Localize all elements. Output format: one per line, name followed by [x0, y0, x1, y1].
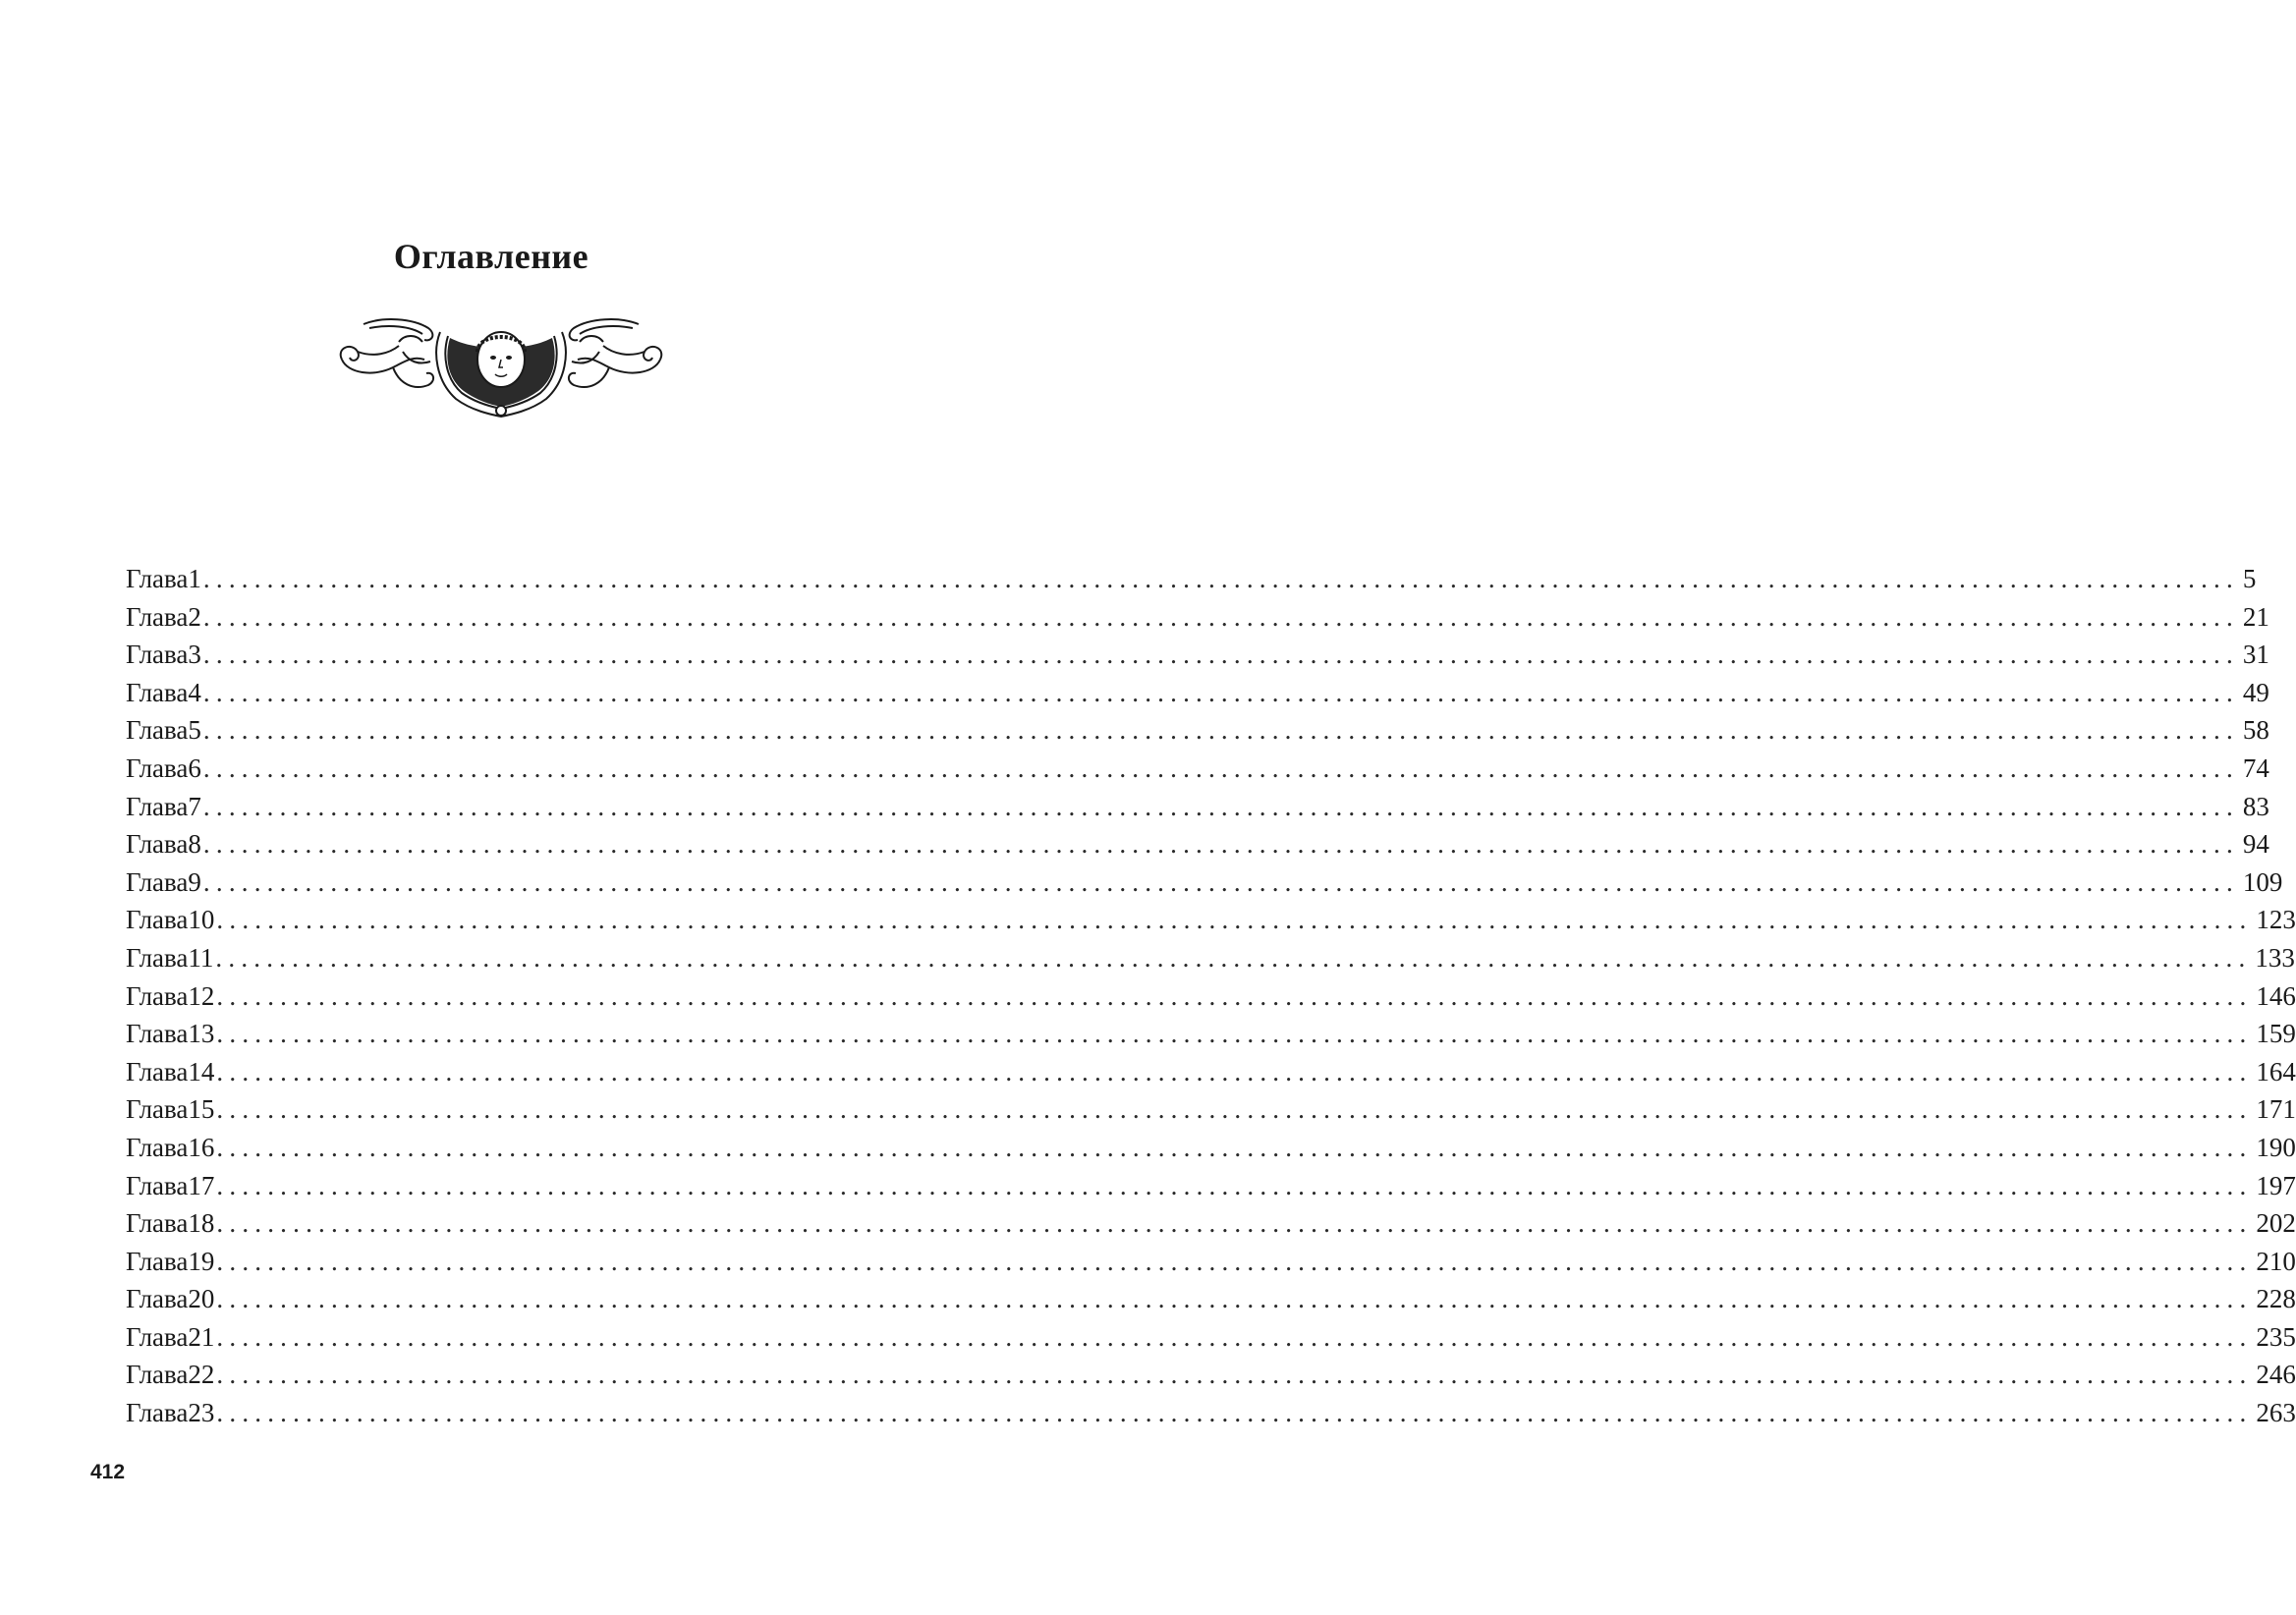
dot-leader: ................................................................................................................................................................ [216, 1094, 2253, 1125]
toc-entry[interactable] [126, 1321, 2296, 1361]
dot-leader: ................................................................................................................................................................ [216, 1246, 2253, 1276]
dot-leader: ................................................................................................................................................................ [202, 677, 2239, 707]
chapter-page-number: 228 [2256, 1284, 2296, 1314]
chapter-number: 22 [188, 1360, 215, 1390]
chapter-page-number: 171 [2256, 1094, 2296, 1125]
toc-entry[interactable] [126, 1019, 2296, 1057]
chapter-page-number: 109 [2242, 866, 2283, 897]
toc-entry[interactable] [126, 1132, 2296, 1171]
toc-entry[interactable] [126, 677, 2269, 716]
chapter-page-number: 197 [2256, 1170, 2296, 1200]
dot-leader: ................................................................................................................................................................ [216, 1208, 2253, 1239]
toc-entry[interactable] [126, 1246, 2296, 1285]
chapter-label: Глава [126, 1360, 189, 1390]
toc-entry[interactable] [126, 564, 2257, 602]
chapter-number: 14 [188, 1056, 215, 1086]
toc-entry[interactable] [126, 866, 2283, 906]
chapter-label: Глава [126, 1170, 189, 1200]
toc-entry[interactable] [126, 942, 2295, 981]
dot-leader: ................................................................................................................................................................ [215, 942, 2252, 973]
chapter-page-number: 190 [2256, 1132, 2296, 1162]
chapter-number: 13 [188, 1019, 215, 1049]
chapter-label: Глава [126, 791, 189, 821]
dot-leader: ................................................................................................................................................................ [202, 866, 2239, 897]
chapter-page-number: 21 [2242, 601, 2269, 632]
chapter-number: 19 [188, 1246, 215, 1276]
chapter-label: Глава [126, 905, 189, 935]
chapter-page-number: 246 [2256, 1360, 2296, 1390]
dot-leader: ................................................................................................................................................................ [216, 1321, 2253, 1352]
toc-entry[interactable] [126, 791, 2269, 830]
chapter-label: Глава [126, 1208, 189, 1239]
chapter-number: 8 [188, 829, 201, 860]
chapter-page-number: 74 [2242, 752, 2269, 783]
chapter-label: Глава [126, 1284, 189, 1314]
chapter-number: 4 [188, 677, 201, 707]
chapter-label: Глава [126, 1398, 189, 1428]
toc-entry[interactable] [126, 752, 2269, 792]
chapter-page-number: 123 [2256, 905, 2296, 935]
chapter-label: Глава [126, 752, 189, 783]
toc-entry[interactable] [126, 715, 2269, 753]
toc-entry[interactable] [126, 601, 2269, 640]
chapter-label: Глава [126, 640, 189, 670]
dot-leader: ................................................................................................................................................................ [216, 1019, 2253, 1049]
chapter-number: 2 [188, 601, 201, 632]
chapter-number: 10 [188, 905, 215, 935]
chapter-label: Глава [126, 866, 189, 897]
dot-leader: ................................................................................................................................................................ [216, 1170, 2253, 1200]
chapter-page-number: 49 [2242, 677, 2269, 707]
chapter-page-number: 58 [2242, 715, 2269, 746]
toc-entry[interactable] [126, 1056, 2296, 1095]
chapter-label: Глава [126, 564, 189, 593]
toc-entry[interactable] [126, 1398, 2296, 1436]
chapter-label: Глава [126, 601, 189, 632]
chapter-page-number: 159 [2256, 1019, 2296, 1049]
toc-entry[interactable] [126, 905, 2296, 943]
chapter-page-number: 5 [2242, 564, 2257, 593]
chapter-page-number: 164 [2256, 1056, 2296, 1086]
toc-entry[interactable] [126, 1284, 2296, 1322]
chapter-label: Глава [126, 942, 189, 973]
dot-leader: ................................................................................................................................................................ [216, 905, 2253, 935]
dot-leader: ................................................................................................................................................................ [216, 1360, 2253, 1390]
dot-leader: ................................................................................................................................................................ [202, 829, 2239, 860]
dot-leader: ................................................................................................................................................................ [216, 1284, 2253, 1314]
chapter-number: 18 [188, 1208, 215, 1239]
chapter-number: 21 [188, 1321, 215, 1352]
chapter-label: Глава [126, 1132, 189, 1162]
chapter-label: Глава [126, 1094, 189, 1125]
chapter-number: 15 [188, 1094, 215, 1125]
chapter-label: Глава [126, 1321, 189, 1352]
chapter-number: 1 [188, 564, 201, 593]
chapter-label: Глава [126, 829, 189, 860]
dot-leader: ................................................................................................................................................................ [216, 980, 2253, 1011]
chapter-page-number: 210 [2256, 1246, 2296, 1276]
chapter-page-number: 83 [2242, 791, 2269, 821]
chapter-number: 23 [188, 1398, 215, 1428]
table-of-contents [126, 564, 2296, 1436]
toc-entry[interactable] [126, 640, 2269, 678]
chapter-page-number: 263 [2256, 1398, 2296, 1428]
chapter-page-number: 146 [2256, 980, 2296, 1011]
chapter-page-number: 133 [2255, 942, 2295, 973]
toc-entry[interactable] [126, 1094, 2296, 1133]
chapter-number: 5 [188, 715, 201, 746]
toc-entry[interactable] [126, 980, 2296, 1020]
dot-leader: ................................................................................................................................................................ [202, 564, 2239, 593]
page-title: Оглавление [393, 237, 589, 276]
chapter-number: 6 [188, 752, 201, 783]
chapter-label: Глава [126, 980, 189, 1011]
chapter-number: 3 [188, 640, 201, 670]
chapter-label: Глава [126, 1056, 189, 1086]
chapter-label: Глава [126, 715, 189, 746]
dot-leader: ................................................................................................................................................................ [202, 791, 2239, 821]
dot-leader: ................................................................................................................................................................ [202, 752, 2239, 783]
page-number: 412 [90, 1461, 126, 1483]
toc-entry[interactable] [126, 829, 2269, 867]
chapter-number: 12 [188, 980, 215, 1011]
chapter-number: 17 [188, 1170, 215, 1200]
dot-leader: ................................................................................................................................................................ [202, 601, 2239, 632]
toc-entry[interactable] [126, 1360, 2296, 1398]
chapter-label: Глава [126, 1019, 189, 1049]
dot-leader: ................................................................................................................................................................ [216, 1056, 2253, 1086]
chapter-page-number: 94 [2242, 829, 2269, 860]
dot-leader: ................................................................................................................................................................ [216, 1132, 2253, 1162]
dot-leader: ................................................................................................................................................................ [216, 1398, 2253, 1428]
toc-entry[interactable] [126, 1208, 2296, 1247]
toc-entry[interactable] [126, 1170, 2296, 1209]
chapter-number: 9 [188, 866, 201, 897]
chapter-number: 7 [188, 791, 201, 821]
cherub-ornament-icon [334, 312, 668, 420]
chapter-label: Глава [126, 677, 189, 707]
chapter-label: Глава [126, 1246, 189, 1276]
chapter-page-number: 235 [2256, 1321, 2296, 1352]
chapter-number: 11 [188, 942, 214, 973]
dot-leader: ................................................................................................................................................................ [202, 640, 2239, 670]
chapter-page-number: 31 [2242, 640, 2269, 670]
chapter-page-number: 202 [2256, 1208, 2296, 1239]
chapter-number: 20 [188, 1284, 215, 1314]
chapter-number: 16 [188, 1132, 215, 1162]
dot-leader: ................................................................................................................................................................ [202, 715, 2239, 746]
